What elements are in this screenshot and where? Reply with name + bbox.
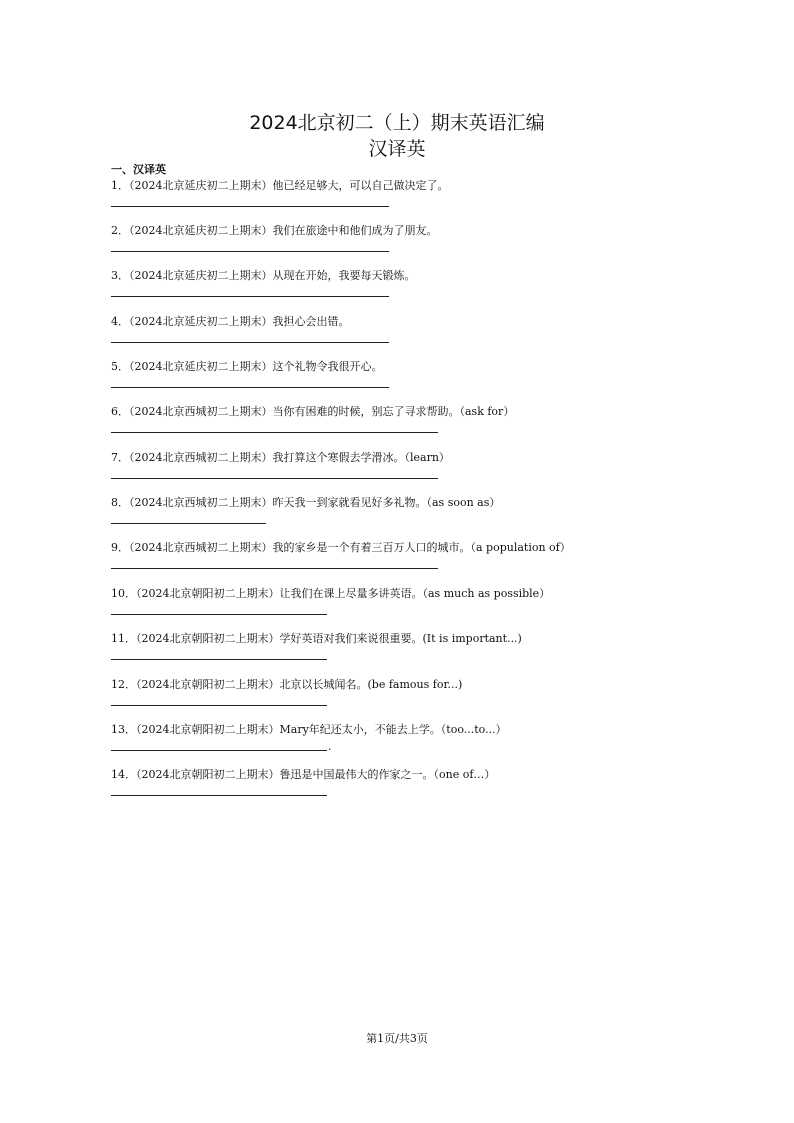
question-7 <box>111 450 731 479</box>
question-text: 9．（2024北京西城初二上期末）我的家乡是一个有着三百万人口的城市。（a population of） <box>111 541 571 554</box>
question-text: 10．（2024北京朝阳初二上期末）让我们在课上尽量多讲英语。（as much as possible） <box>111 587 551 600</box>
question-2 <box>111 223 731 252</box>
answer-line[interactable] <box>111 342 389 343</box>
answer-line[interactable] <box>111 614 327 615</box>
answer-line[interactable] <box>111 568 438 569</box>
question-text: 5．（2024北京延庆初二上期末）这个礼物令我很开心。 <box>111 360 383 373</box>
answer-line[interactable] <box>111 387 389 388</box>
section-heading: 一、汉译英 <box>111 163 166 176</box>
page-number: 第1页/共3页 <box>366 1032 428 1045</box>
question-4 <box>111 314 731 343</box>
answer-line[interactable] <box>111 296 389 297</box>
page-title: 2024北京初二（上）期末英语汇编 <box>249 112 545 134</box>
question-9 <box>111 540 731 569</box>
question-10 <box>111 586 731 615</box>
answer-line[interactable] <box>111 206 389 207</box>
question-8 <box>111 495 731 524</box>
question-text: 4．（2024北京延庆初二上期末）我担心会出错。 <box>111 315 350 328</box>
question-text: 11．（2024北京朝阳初二上期末）学好英语对我们来说很重要。(It is important...) <box>111 632 522 645</box>
answer-line[interactable] <box>111 795 327 796</box>
question-text: 12．（2024北京朝阳初二上期末）北京以长城闻名。(be famous for...) <box>111 678 463 691</box>
question-1 <box>111 178 731 207</box>
question-11 <box>111 631 731 660</box>
answer-line-period: . <box>328 740 332 753</box>
answer-line[interactable] <box>111 251 389 252</box>
question-6 <box>111 404 731 433</box>
question-text: 3．（2024北京延庆初二上期末）从现在开始，我要每天锻炼。 <box>111 269 416 282</box>
answer-line[interactable] <box>111 478 438 479</box>
page-subtitle: 汉译英 <box>368 138 426 160</box>
question-text: 2．（2024北京延庆初二上期末）我们在旅途中和他们成为了朋友。 <box>111 224 438 237</box>
question-text: 6．（2024北京西城初二上期末）当你有困难的时候，别忘了寻求帮助。（ask for） <box>111 405 515 418</box>
question-text: 13．（2024北京朝阳初二上期末）Mary年纪还太小，不能去上学。（too...to...） <box>111 723 507 736</box>
question-text: 14．（2024北京朝阳初二上期末）鲁迅是中国最伟大的作家之一。（one of…） <box>111 768 496 781</box>
question-text: 7．（2024北京西城初二上期末）我打算这个寒假去学滑冰。（learn） <box>111 451 450 464</box>
question-5 <box>111 359 731 388</box>
answer-line[interactable] <box>111 432 438 433</box>
answer-line[interactable] <box>111 659 327 660</box>
answer-line[interactable] <box>111 523 266 524</box>
question-13 <box>111 722 731 751</box>
question-text: 8．（2024北京西城初二上期末）昨天我一到家就看见好多礼物。（as soon as） <box>111 496 501 509</box>
question-14 <box>111 767 731 796</box>
question-3 <box>111 268 731 297</box>
answer-line[interactable] <box>111 740 332 753</box>
question-text: 1．（2024北京延庆初二上期末）他已经足够大，可以自己做决定了。 <box>111 179 449 192</box>
answer-line[interactable] <box>111 705 327 706</box>
question-12 <box>111 677 731 706</box>
